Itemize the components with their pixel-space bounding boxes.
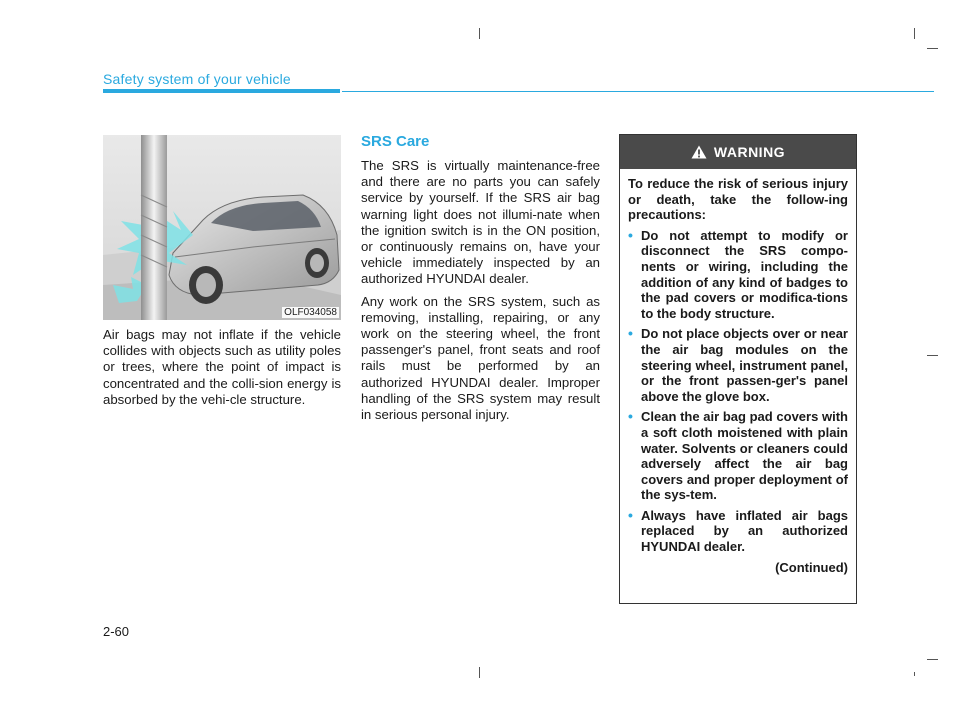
srs-care-section xyxy=(361,133,600,429)
figure-code: OLF034058 xyxy=(284,307,337,318)
warning-list-item: • Always have inflated air bags replaced by an authorized HYUNDAI dealer. xyxy=(628,506,848,555)
crop-mark xyxy=(479,667,480,678)
crop-mark xyxy=(927,355,938,356)
crop-mark xyxy=(927,659,938,660)
warning-list xyxy=(628,228,848,555)
warning-header xyxy=(620,135,856,169)
crop-mark xyxy=(927,48,938,49)
continued-label: (Continued) xyxy=(775,559,848,575)
header-rule-thick xyxy=(103,89,340,93)
car-pole-illustration-image xyxy=(103,135,341,320)
warning-list-item: • Do not attempt to modify or disconnect the SRS compo-nents or wiring, including the addition of any kind of badges to the pad covers or modifica-tions to the body structure. xyxy=(628,226,848,321)
srs-care-paragraph-2: Any work on the SRS system, such as removing, installing, repairing, or any work on the steering wheel, the front passenger's panel, front seats and roof rails must be performed by an authorized HYUNDAI dealer. Improper handling of the SRS system may result in serious personal injury. xyxy=(361,293,600,423)
header-rule-thin xyxy=(342,91,934,92)
section-header-title: Safety system of your vehicle xyxy=(103,71,291,87)
bullet-icon: • xyxy=(628,325,633,342)
warning-list-item: • Clean the air bag pad covers with a soft cloth moistened with plain water. Solvents or cleaners could adversely affect the air bag covers and proper deployment of the sys-tem. xyxy=(628,408,848,503)
car-pole-collision-illustration xyxy=(103,135,341,320)
crop-mark xyxy=(914,28,915,39)
page-number: 2-60 xyxy=(103,624,130,639)
warning-intro: To reduce the risk of serious injury or death, take the follow-ing precautions: xyxy=(628,176,848,223)
warning-list-item: • Do not place objects over or near the air bag modules on the steering wheel, instrument panel, or the front passen-ger's panel above the glove box. xyxy=(628,325,848,404)
bullet-icon: • xyxy=(628,506,633,523)
bullet-icon: • xyxy=(628,408,633,425)
figure-caption-text: Air bags may not inflate if the vehicle collides with objects such as utility poles or trees, where the point of impact is concentrated and the colli-sion energy is absorbed by the vehi-cle structure. xyxy=(103,327,341,407)
crop-mark xyxy=(914,672,915,676)
bullet-icon: • xyxy=(628,226,633,243)
warning-label: WARNING xyxy=(713,144,786,160)
warning-box xyxy=(619,134,857,604)
warning-triangle-icon xyxy=(691,145,707,159)
warning-body xyxy=(620,169,856,575)
srs-care-paragraph-1: The SRS is virtually maintenance-free and there are no parts you can safely service by yourself. If the SRS air bag warning light does not illumi-nate when the ignition switch is in the ON position, or continuously remains on, have your vehicle immediately inspected by an authorized HYUNDAI dealer. xyxy=(361,158,600,287)
srs-care-heading: SRS Care xyxy=(361,133,430,150)
crop-mark xyxy=(479,28,480,39)
